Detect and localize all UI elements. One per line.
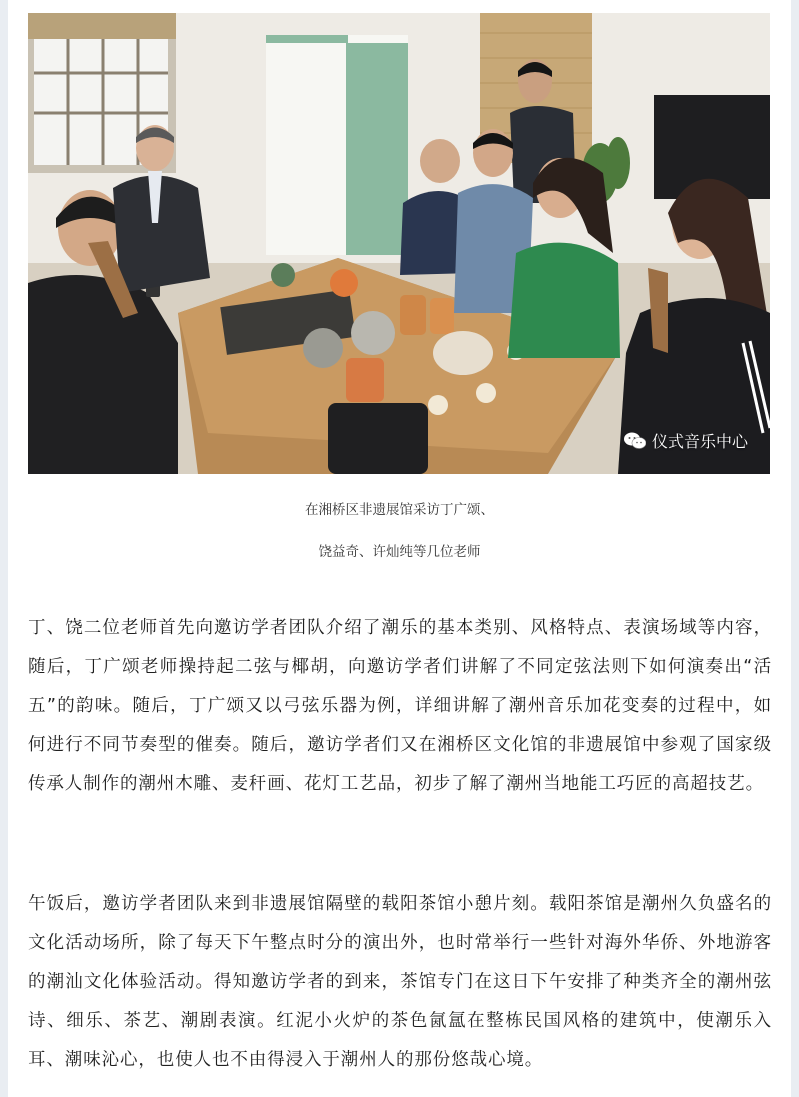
photo-caption-line-2: 饶益奇、许灿纯等几位老师 [318, 544, 481, 560]
article-paragraph: 午饭后，邀访学者团队来到非遗展馆隔壁的载阳茶馆小憩片刻。载阳茶馆是潮州久负盛名的文化活动场所，除了每天下午整点时分的演出外，也时常举行一些针对海外华侨、外地游客的潮汕文化体验活动。得知邀访学者的到来，茶馆专门在这日下午安排了种类齐全的潮州弦诗、细乐、茶艺、潮剧表演。红泥小火炉的茶色氤氲在整栋民国风格的建筑中，使潮乐入耳、潮味沁心，也使人也不由得浸入于潮州人的那份悠哉心境。 [28, 894, 772, 1070]
photo-caption-line-1: 在湘桥区非遗展馆采访丁广颂、 [305, 502, 494, 518]
article-photo [28, 13, 770, 474]
photo-illustration [28, 13, 770, 474]
wechat-icon [624, 432, 646, 450]
watermark-text: 仪式音乐中心 [651, 432, 748, 451]
photo-watermark [624, 429, 748, 452]
article-paragraph: 丁、饶二位老师首先向邀访学者团队介绍了潮乐的基本类别、风格特点、表演场域等内容，随后，丁广颂老师操持起二弦与椰胡，向邀访学者们讲解了不同定弦法则下如何演奏出“活五”的韵味。随后，丁广颂又以弓弦乐器为例，详细讲解了潮州音乐加花变奏的过程中，如何进行不同节奏型的催奏。随后，邀访学者们又在湘桥区文化馆的非遗展馆中参观了国家级传承人制作的潮州木雕、麦秆画、花灯工艺品，初步了解了潮州当地能工巧匠的高超技艺。 [28, 618, 772, 794]
